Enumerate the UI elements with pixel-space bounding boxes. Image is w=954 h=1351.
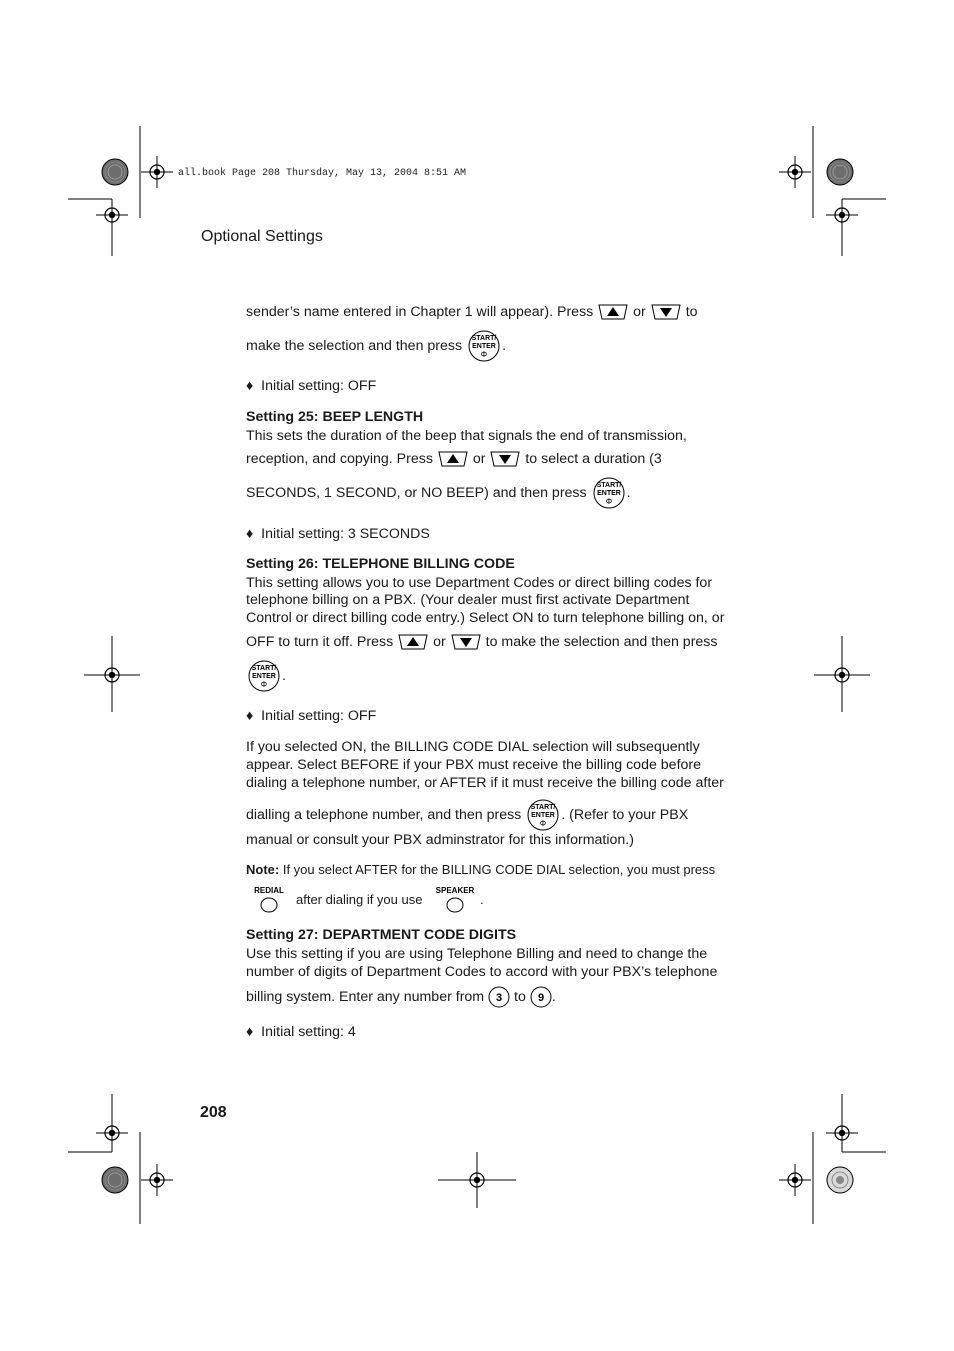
speaker-key-icon <box>436 884 476 919</box>
intro-line-1: sender’s name entered in Chapter 1 will appear). Press or to <box>246 304 698 320</box>
setting-27-line-3: billing system. Enter any number from 3 to 9 . <box>246 986 556 1008</box>
start-enter-key-icon <box>591 477 627 509</box>
svg-text:ENTER: ENTER <box>472 343 496 350</box>
svg-text:START/: START/ <box>530 804 556 811</box>
setting-26-line-4: OFF to turn it off. Press or to make the selection and then press <box>246 634 718 650</box>
section-title: Optional Settings <box>201 228 323 245</box>
note-line-2-text: after dialing if you use <box>296 892 423 907</box>
bullet-icon: ♦ <box>246 526 254 542</box>
setting-25-line-2: reception, and copying. Press or to select a duration (3 <box>246 451 662 467</box>
setting-25-line-1: This sets the duration of the beep that signals the end of transmission, <box>246 428 687 444</box>
setting-25-title: Setting 25: BEEP LENGTH <box>246 409 424 425</box>
up-arrow-key-icon <box>437 450 469 468</box>
svg-text:REDIAL: REDIAL <box>254 886 284 895</box>
setting-25-initial: ♦ Initial setting: 3 SECONDS <box>246 526 430 542</box>
start-enter-key-icon <box>466 330 502 362</box>
setting-25-line-3: SECONDS, 1 SECOND, or NO BEEP) and then press START/ ENTER Φ . <box>246 477 631 509</box>
bullet-icon: ♦ <box>246 378 254 394</box>
setting-26-line-3: Control or direct billing code entry.) Select ON to turn telephone billing on, or <box>246 610 725 626</box>
down-arrow-key-icon <box>489 450 521 468</box>
svg-text:Φ: Φ <box>540 819 547 828</box>
intro-initial-setting: ♦ Initial setting: OFF <box>246 378 377 394</box>
setting-26-line-2: telephone billing on a PBX. (Your dealer must first activate Department <box>246 592 690 608</box>
up-arrow-key-icon <box>597 303 629 321</box>
file-meta: all.book Page 208 Thursday, May 13, 2004 8:51 AM <box>178 168 467 179</box>
svg-text:Φ: Φ <box>260 680 268 689</box>
start-enter-key-icon <box>246 660 282 692</box>
svg-text:9: 9 <box>537 992 544 1004</box>
svg-text:ENTER: ENTER <box>531 812 556 819</box>
setting-27-initial: ♦ Initial setting: 4 <box>246 1024 356 1040</box>
setting-27-title: Setting 27: DEPARTMENT CODE DIGITS <box>246 927 517 943</box>
setting-26-line-1: This setting allows you to use Department Codes or direct billing codes for <box>246 575 713 591</box>
bullet-icon: ♦ <box>246 1024 254 1040</box>
svg-text:START/: START/ <box>471 335 497 342</box>
svg-text:ENTER: ENTER <box>596 490 621 497</box>
number-3-key-icon <box>488 986 510 1008</box>
svg-text:SPEAKER: SPEAKER <box>436 886 475 895</box>
page-number: 208 <box>200 1104 227 1121</box>
number-9-key-icon <box>530 986 552 1008</box>
bullet-icon: ♦ <box>246 708 254 724</box>
redial-key-icon <box>250 884 290 919</box>
svg-text:Φ: Φ <box>605 497 612 506</box>
intro-line-2: make the selection and then press START/ ENTER Φ . <box>246 330 506 362</box>
setting-27-line-2: number of digits of Department Codes to accord with your PBX’s telephone <box>246 964 718 980</box>
setting-26-p2-line-1: If you selected ON, the BILLING CODE DIAL selection will subsequently <box>246 739 700 755</box>
setting-26-p2-line-4: dialling a telephone number, and then press START/ ENTER Φ . (Refer to your PBX <box>246 799 688 831</box>
setting-26-p2-line-2: appear. Select BEFORE if your PBX must receive the billing code before <box>246 757 702 773</box>
down-arrow-key-icon <box>450 633 482 651</box>
note-line-2-period: . <box>480 892 484 907</box>
svg-text:ENTER: ENTER <box>252 673 276 680</box>
setting-26-initial: ♦ Initial setting: OFF <box>246 708 377 724</box>
svg-text:START/: START/ <box>251 665 277 672</box>
svg-text:START/: START/ <box>596 482 621 489</box>
setting-26-p2-line-3: dialing a telephone number, or AFTER if it must receive the billing code after <box>246 775 724 791</box>
setting-26-p2-line-5: manual or consult your PBX adminstrator for this information.) <box>246 832 634 848</box>
setting-26-title: Setting 26: TELEPHONE BILLING CODE <box>246 556 515 572</box>
setting-26-line-5: START/ ENTER Φ . <box>246 660 286 692</box>
up-arrow-key-icon <box>397 633 429 651</box>
svg-text:Φ: Φ <box>480 350 488 359</box>
setting-27-line-1: Use this setting if you are using Telephone Billing and need to change the <box>246 946 708 962</box>
start-enter-key-icon <box>525 799 561 831</box>
svg-text:3: 3 <box>496 992 503 1004</box>
down-arrow-key-icon <box>650 303 682 321</box>
note-line-1: Note: If you select AFTER for the BILLING CODE DIAL selection, you must press <box>246 862 716 877</box>
